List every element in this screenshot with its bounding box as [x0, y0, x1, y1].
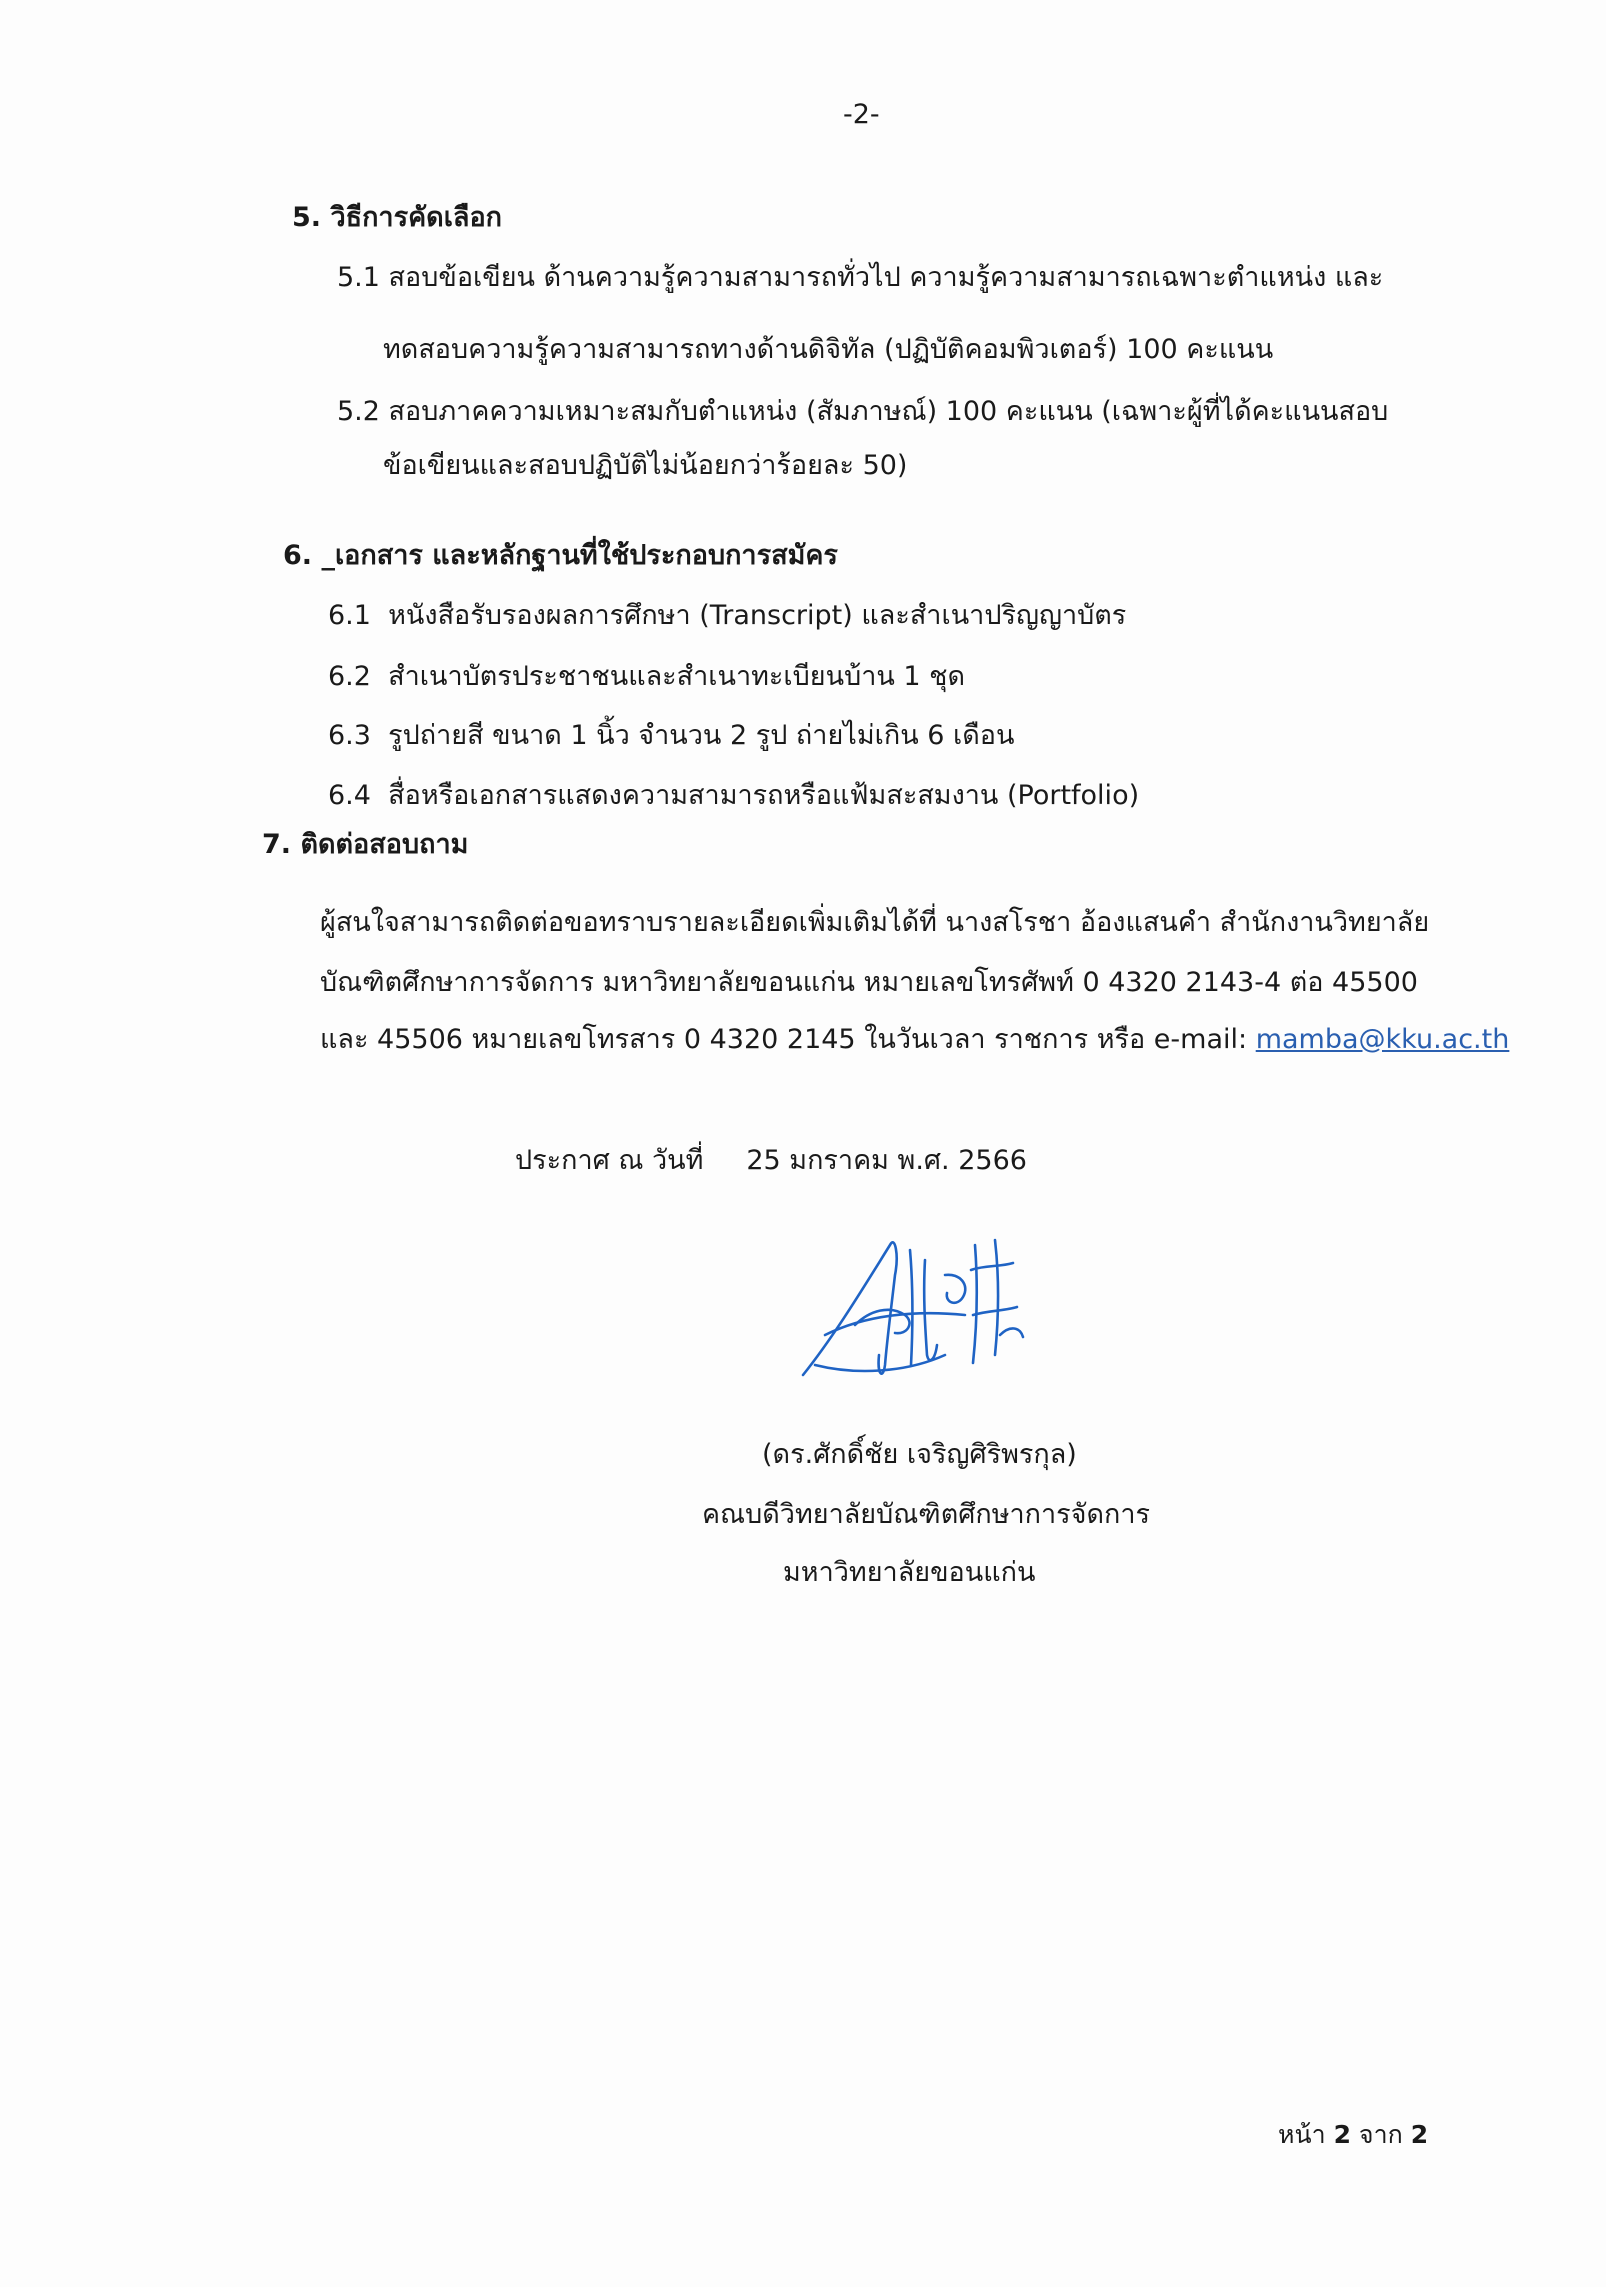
page-number-top: -2-: [843, 99, 880, 130]
item-number: 6.1: [328, 600, 371, 631]
item-text: สอบภาคความเหมาะสมกับตำแหน่ง (สัมภาษณ์) 100 คะแนน (เฉพาะผู้ที่ได้คะแนนสอบ: [388, 396, 1389, 427]
footer-total: 2: [1410, 2120, 1429, 2149]
item-text: รูปถ่ายสี ขนาด 1 นิ้ว จำนวน 2 รูป ถ่ายไม่เกิน 6 เดือน: [388, 720, 1015, 751]
section-6-item-3: [328, 716, 1014, 756]
item-text: หนังสือรับรองผลการศึกษา (Transcript) และสำเนาปริญญาบัตร: [388, 600, 1127, 631]
item-text: สำเนาบัตรประชาชนและสำเนาทะเบียนบ้าน 1 ชุด: [388, 661, 966, 692]
section-7-heading: 7. ติดต่อสอบถาม: [262, 829, 469, 860]
section-5-item-1-line-2: ทดสอบความรู้ความสามารถทางด้านดิจิทัล (ปฏิบัติคอมพิวเตอร์) 100 คะแนน: [383, 334, 1274, 365]
signatory-name: (ดร.ศักดิ์ชัย เจริญศิริพรกุล): [762, 1439, 1077, 1470]
section-5-item-2-line-1: [337, 392, 1388, 432]
section-5-heading: 5. วิธีการคัดเลือก: [292, 202, 503, 233]
contact-line-2: บัณฑิตศึกษาการจัดการ มหาวิทยาลัยขอนแก่น หมายเลขโทรศัพท์ 0 4320 2143-4 ต่อ 45500: [320, 967, 1418, 998]
signatory-title: คณบดีวิทยาลัยบัณฑิตศึกษาการจัดการ: [702, 1499, 1151, 1530]
section-6-item-4: [328, 776, 1139, 816]
signatory-organization: มหาวิทยาลัยขอนแก่น: [783, 1557, 1036, 1588]
handwritten-signature: [795, 1215, 1055, 1390]
item-number: 5.1: [337, 262, 380, 293]
section-6-item-1: [328, 596, 1126, 636]
announcement-label: ประกาศ ณ วันที่: [515, 1145, 704, 1176]
item-text: สอบข้อเขียน ด้านความรู้ความสามารถทั่วไป ความรู้ความสามารถเฉพาะตำแหน่ง และ: [388, 262, 1384, 293]
item-number: 6.3: [328, 720, 371, 751]
page-footer: [1278, 2115, 1428, 2155]
item-number: 5.2: [337, 396, 380, 427]
section-6-heading: 6. _เอกสาร และหลักฐานที่ใช้ประกอบการสมัคร: [283, 540, 838, 571]
contact-line-3: [320, 1020, 1509, 1060]
announcement-line: [515, 1141, 1027, 1181]
contact-line-3-text: และ 45506 หมายเลขโทรสาร 0 4320 2145 ในวันเวลา ราชการ หรือ e-mail:: [320, 1024, 1256, 1055]
section-6-item-2: [328, 657, 965, 697]
contact-line-1: ผู้สนใจสามารถติดต่อขอทราบรายละเอียดเพิ่มเติมได้ที่ นางสโรชา อ้องแสนคำ สำนักงานวิทยาลัย: [320, 907, 1430, 938]
email-link[interactable]: mamba@kku.ac.th: [1255, 1024, 1510, 1055]
section-5-item-2-line-2: ข้อเขียนและสอบปฏิบัติไม่น้อยกว่าร้อยละ 50): [383, 450, 908, 481]
footer-label: หน้า: [1278, 2120, 1326, 2149]
footer-of: จาก: [1358, 2120, 1403, 2149]
item-number: 6.4: [328, 780, 371, 811]
item-number: 6.2: [328, 661, 371, 692]
section-5-item-1-line-1: [337, 258, 1383, 298]
item-text: สื่อหรือเอกสารแสดงความสามารถหรือแฟ้มสะสมงาน (Portfolio): [388, 780, 1140, 811]
footer-page: 2: [1333, 2120, 1351, 2149]
announcement-date: 25 มกราคม พ.ศ. 2566: [746, 1145, 1027, 1176]
